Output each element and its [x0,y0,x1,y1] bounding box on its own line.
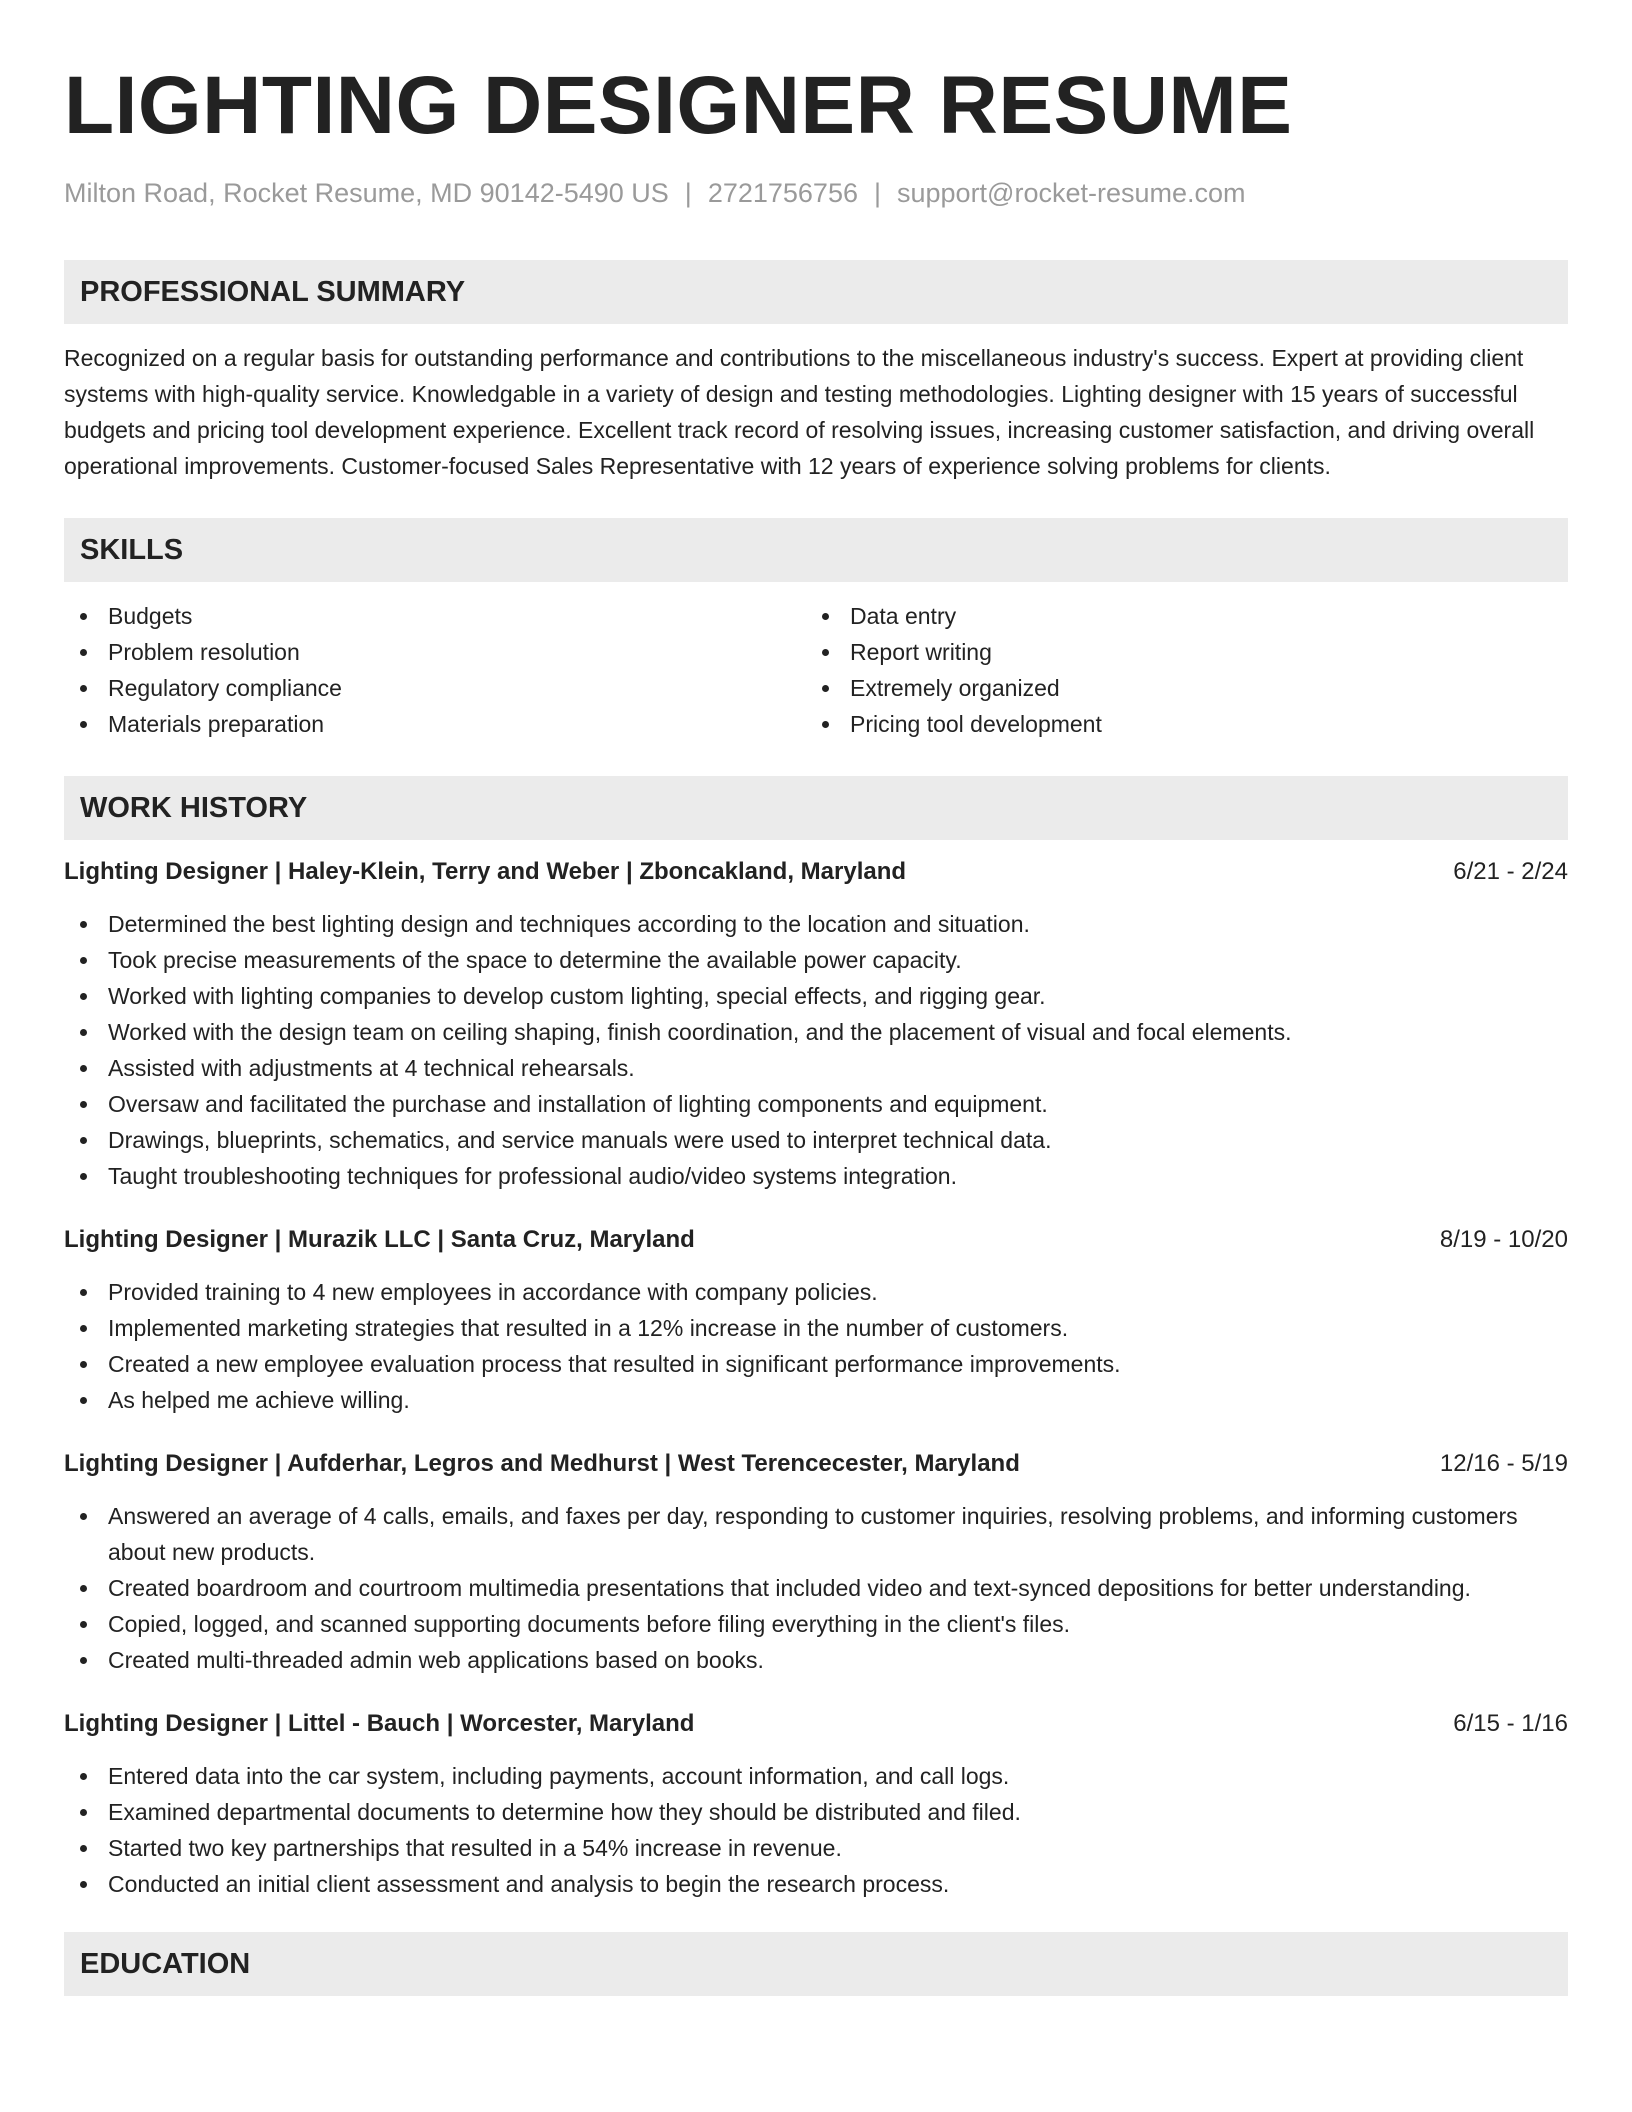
summary-text: Recognized on a regular basis for outstanding performance and contributions to the miscellaneous industry's success. Expert at providing client systems with high-quality service. Knowledgable in a variety of design and testing methodologies. Lighting designer with 15 years of successful budgets and pricing tool development experience. Excellent track record of resolving issues, increasing customer satisfaction, and driving overall operational improvements. Customer-focused Sales Representative with 12 years of experience solving problems for clients. [64,345,1535,479]
job-bullet: As helped me achieve willing. [64,1382,1568,1418]
job-bullet: Examined departmental documents to determine how they should be distributed and filed. [64,1794,1568,1830]
job-bullet: Taught troubleshooting techniques for professional audio/video systems integration. [64,1158,1568,1194]
job-dates: 8/19 - 10/20 [1439,1226,1568,1253]
job-bullet: Took precise measurements of the space to determine the available power capacity. [64,942,1568,978]
job-bullet: Assisted with adjustments at 4 technical rehearsals. [64,1050,1568,1086]
job-bullets [64,1758,1568,1902]
job-header [64,854,1568,890]
job-entry [64,1222,1568,1418]
job-header [64,1222,1568,1258]
job-bullet: Created multi-threaded admin web applications based on books. [64,1642,1568,1678]
contact-address: Milton Road, Rocket Resume, MD 90142-5490 US [64,178,669,208]
resume-page [64,56,1568,1996]
skill-item: Budgets [64,598,806,634]
skill-item: Regulatory compliance [64,670,806,706]
job-bullet: Entered data into the car system, including payments, account information, and call logs. [64,1758,1568,1794]
contact-phone: 2721756756 [707,178,858,208]
contact-email: support@rocket-resume.com [897,178,1246,208]
section-heading-education: EDUCATION [64,1932,1568,1996]
job-entry [64,1706,1568,1902]
job-bullet: Answered an average of 4 calls, emails, and faxes per day, responding to customer inquiries, resolving problems, and informing customers about new products. [64,1498,1568,1570]
skill-item: Extremely organized [806,670,1548,706]
section-heading-summary: PROFESSIONAL SUMMARY [64,260,1568,324]
job-title: Lighting Designer | Littel - Bauch | Worcester, Maryland [64,1710,695,1737]
job-header [64,1706,1568,1742]
job-title: Lighting Designer | Haley-Klein, Terry and Weber | Zboncakland, Maryland [64,858,907,885]
job-bullets [64,1498,1568,1678]
job-bullets [64,1274,1568,1418]
job-dates: 12/16 - 5/19 [1439,1450,1568,1477]
job-title: Lighting Designer | Aufderhar, Legros and Medhurst | West Terencecester, Maryland [64,1450,1020,1477]
skills-grid [64,598,1568,742]
job-bullet: Conducted an initial client assessment and analysis to begin the research process. [64,1866,1568,1902]
job-title: Lighting Designer | Murazik LLC | Santa Cruz, Maryland [64,1226,695,1253]
job-bullet: Copied, logged, and scanned supporting documents before filing everything in the client's files. [64,1606,1568,1642]
job-entry [64,854,1568,1194]
resume-title: LIGHTING DESIGNER RESUME [64,60,1293,151]
section-heading-skills: SKILLS [64,518,1568,582]
skill-item: Problem resolution [64,634,806,670]
skill-item: Pricing tool development [806,706,1548,742]
skill-item: Report writing [806,634,1548,670]
skill-item: Data entry [806,598,1548,634]
contact-separator: | [684,178,692,208]
job-bullet: Worked with the design team on ceiling shaping, finish coordination, and the placement of visual and focal elements. [64,1014,1568,1050]
contact-line [64,176,1568,210]
job-dates: 6/15 - 1/16 [1453,1710,1568,1737]
skills-column-right [806,598,1548,742]
section-heading-work-history: WORK HISTORY [64,776,1568,840]
job-bullet: Implemented marketing strategies that resulted in a 12% increase in the number of customers. [64,1310,1568,1346]
skills-column-left [64,598,806,742]
job-bullet: Oversaw and facilitated the purchase and installation of lighting components and equipment. [64,1086,1568,1122]
job-bullet: Created boardroom and courtroom multimedia presentations that included video and text-synced depositions for better understanding. [64,1570,1568,1606]
job-bullet: Determined the best lighting design and techniques according to the location and situation. [64,906,1568,942]
job-bullet: Created a new employee evaluation process that resulted in significant performance improvements. [64,1346,1568,1382]
job-dates: 6/21 - 2/24 [1453,858,1568,885]
job-bullet: Provided training to 4 new employees in accordance with company policies. [64,1274,1568,1310]
job-bullet: Started two key partnerships that resulted in a 54% increase in revenue. [64,1830,1568,1866]
job-bullets [64,906,1568,1194]
skill-item: Materials preparation [64,706,806,742]
job-entry [64,1446,1568,1678]
contact-separator: | [873,178,881,208]
job-bullet: Worked with lighting companies to develop custom lighting, special effects, and rigging gear. [64,978,1568,1014]
job-header [64,1446,1568,1482]
job-bullet: Drawings, blueprints, schematics, and service manuals were used to interpret technical data. [64,1122,1568,1158]
